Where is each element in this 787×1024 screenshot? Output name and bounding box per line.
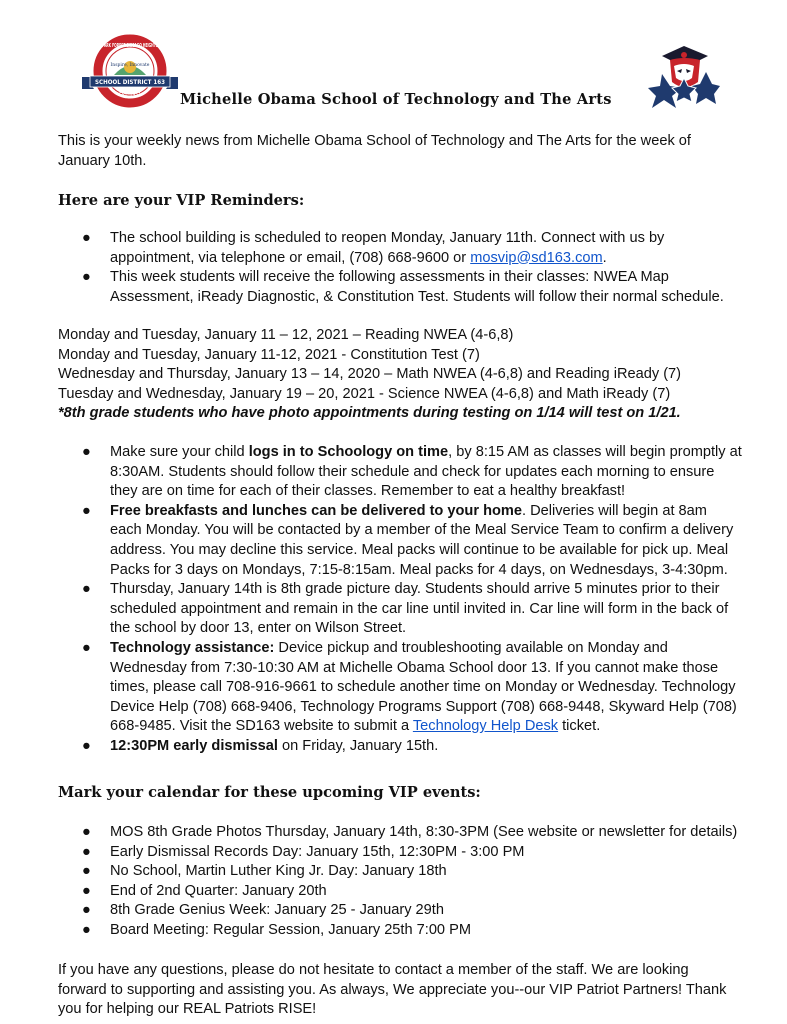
district-seal-icon [80,37,180,105]
school-title: Michelle Obama School of Technology and The Arts [180,91,612,108]
bullet-icon: ● [82,581,91,598]
list-item-emphasis: Technology assistance: [110,639,275,656]
list-item [0,443,742,502]
bullet-icon: ● [82,843,91,860]
events-heading: Mark your calendar for these upcoming VIP events: [58,784,481,801]
list-item-text: The school building is scheduled to reopen Monday, January 11th. Connect with us by appointment, via telephone or email, (708) 668-9600 or [110,230,665,266]
bullet-icon: ● [82,230,91,246]
seal-center-text: Inspire, Innovate [110,63,150,68]
patriot-mascot-icon [648,44,720,108]
testing-schedule [58,326,758,424]
events-list [0,823,742,941]
list-item-text: on Friday, January 15th. [277,737,439,754]
help-desk-link[interactable]: Technology Help Desk [412,718,559,735]
reminders-list [0,229,742,307]
bullet-icon: ● [82,269,91,286]
list-item-text: Device pickup and troubleshooting available on Monday and Wednesday from 7:30-10:30 AM at Michelle Obama School door 13. If you cannot make those times, please call 708-916-9661 to schedule another time on Monday or Wednesday. Technology Device Help (708) 668-9406, Technology Programs Support (708) 668-9448, Skyward Help (708) 668-9485. Visit the SD163 website to submit a [110,639,737,735]
list-item-text: This week students will receive the following assessments in their classes: NWEA Map Assessment, iReady Diagnostic, & Constitution Test. Students will follow their normal schedule. [110,269,724,305]
list-item [0,843,742,863]
list-item [0,737,742,757]
list-item-emphasis: Free breakfasts and lunches can be delivered to your home [110,502,523,519]
list-item [0,862,742,882]
bullet-icon: ● [82,882,91,899]
schedule-line: Tuesday and Wednesday, January 19 – 20, 2021 - Science NWEA (4-6,8) and Math iReady (7) [58,385,671,402]
list-item-text: Thursday, January 14th is 8th grade picture day. Students should arrive 5 minutes prior to their scheduled appointment and remain in the car line until invited in. Car line will form in the back of the school by door 13, enter on Wilson Street. [110,581,729,637]
event-text: 8th Grade Genius Week: January 25 - January 29th [110,902,444,919]
list-item-text: . [602,249,607,266]
details-list [0,443,742,757]
event-text: Early Dismissal Records Day: January 15th, 12:30PM - 3:00 PM [110,843,525,860]
bullet-icon: ● [82,444,91,460]
seal-ribbon-text: SCHOOL DISTRICT 163 [95,79,165,86]
bullet-icon: ● [82,639,91,656]
seal-est-text: EST. 1951 [118,93,142,98]
closing-paragraph: If you have any questions, please do not hesitate to contact a member of the staff. We are looking forward to supporting and assisting you. As always, We appreciate you--our VIP Patriot Partners! Thank you for helping our REAL Patriots RISE! [58,962,727,1018]
list-item [0,882,742,902]
reminders-heading: Here are your VIP Reminders: [58,192,305,209]
schedule-line: Monday and Tuesday, January 11-12, 2021 - Constitution Test (7) [58,346,480,363]
list-item-emphasis: logs in to Schoology on time [248,444,449,460]
list-item-text: Make sure your child [110,444,249,460]
bullet-icon: ● [82,863,91,880]
list-item [0,921,742,941]
event-text: MOS 8th Grade Photos Thursday, January 14th, 8:30-3PM (See website or newsletter for details) [110,824,738,840]
list-item [0,502,742,580]
bullet-icon: ● [82,502,91,519]
bullet-icon: ● [82,737,91,754]
email-link[interactable]: mosvip@sd163.com [470,249,603,266]
schedule-line: Wednesday and Thursday, January 13 – 14, 2020 – Math NWEA (4-6,8) and Reading iReady (7) [58,366,682,383]
list-item-text: , by 8:15 AM as classes will begin promptly at 8:30AM. Students should follow their schedule and check for updates each morning to ensure they are on time for each of their classes. Remember to eat a healthy breakfast! [110,444,742,500]
bullet-icon: ● [82,921,91,938]
list-item [0,229,742,268]
list-item-text: . Deliveries will begin at 8am each Monday. You will be contacted by a member of the Meal Service Team to confirm a delivery address. You may decline this service. Meal packs will continue to be available for pick up. Meal Packs for 3 days on Mondays, 7:15-8:15am. Meal packs for 4 days, on Wednesdays, 3-4:30pm. [110,502,734,578]
event-text: No School, Martin Luther King Jr. Day: January 18th [110,863,447,880]
list-item-text: ticket. [558,718,601,735]
list-item [0,580,742,639]
seal-arc-text: PARK FOREST-CHICAGO HEIGHTS [102,43,159,49]
intro-paragraph: This is your weekly news from Michelle Obama School of Technology and The Arts for the week of January 10th. [58,133,691,169]
event-text: Board Meeting: Regular Session, January 25th 7:00 PM [110,921,471,938]
list-item [0,823,742,843]
list-item [0,639,742,737]
bullet-icon: ● [82,824,91,840]
schedule-line: Monday and Tuesday, January 11 – 12, 2021 – Reading NWEA (4-6,8) [58,327,514,343]
bullet-icon: ● [82,902,91,919]
schedule-note: *8th grade students who have photo appointments during testing on 1/14 will test on 1/21. [58,405,681,422]
event-text: End of 2nd Quarter: January 20th [110,882,327,899]
list-item-emphasis: 12:30PM early dismissal [110,737,278,754]
list-item [0,268,742,307]
list-item [0,901,742,921]
